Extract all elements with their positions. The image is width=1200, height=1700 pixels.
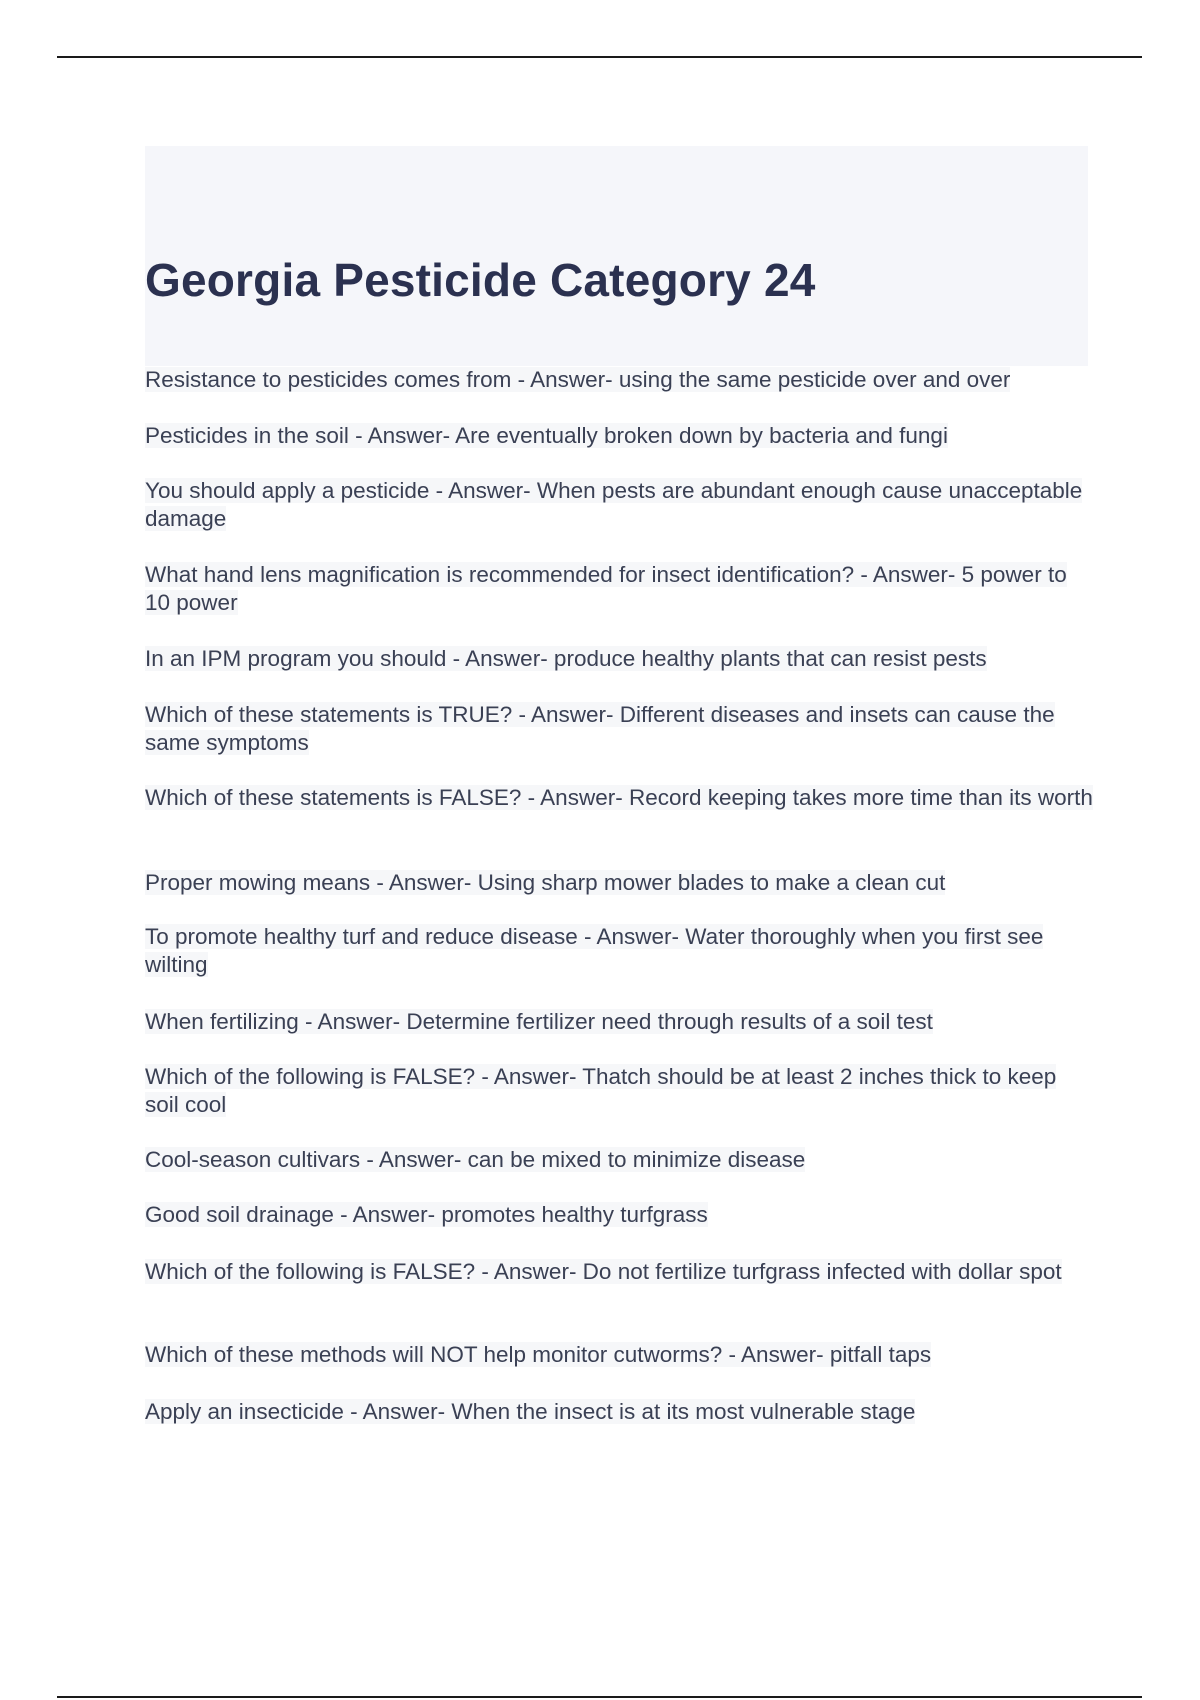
qa-item: [145, 422, 948, 450]
qa-item-text: Proper mowing means - Answer- Using sharp mower blades to make a clean cut: [145, 870, 946, 895]
qa-item: [145, 645, 987, 673]
title-block: [145, 146, 1088, 366]
qa-item-text: Good soil drainage - Answer- promotes healthy turfgrass: [145, 1202, 708, 1227]
qa-item: [145, 784, 1093, 812]
qa-item-text: Apply an insecticide - Answer- When the insect is at its most vulnerable stage: [145, 1399, 916, 1424]
qa-item: [145, 1146, 805, 1174]
qa-item: [145, 366, 1010, 394]
qa-item: [145, 477, 1095, 533]
qa-item-text: Which of these statements is TRUE? - Answer- Different diseases and insets can cause the same symptoms: [145, 702, 1055, 755]
qa-item-text: Resistance to pesticides comes from - Answer- using the same pesticide over and over: [145, 367, 1011, 392]
qa-item-text: Which of these methods will NOT help monitor cutworms? - Answer- pitfall taps: [145, 1342, 932, 1367]
bottom-rule: [57, 1696, 1142, 1698]
qa-item: [145, 1398, 915, 1426]
qa-item: [145, 1201, 708, 1229]
qa-item-text: Which of the following is FALSE? - Answer- Thatch should be at least 2 inches thick to keep soil cool: [145, 1064, 1057, 1117]
qa-item-text: Which of these statements is FALSE? - Answer- Record keeping takes more time than its worth: [145, 785, 1093, 810]
qa-item: [145, 1258, 1062, 1286]
qa-item-text: Cool-season cultivars - Answer- can be mixed to minimize disease: [145, 1147, 806, 1172]
qa-item-text: In an IPM program you should - Answer- produce healthy plants that can resist pests: [145, 646, 987, 671]
qa-item-text: Pesticides in the soil - Answer- Are eventually broken down by bacteria and fungi: [145, 423, 948, 448]
top-rule: [57, 56, 1142, 58]
qa-item: [145, 869, 945, 897]
qa-item-text: To promote healthy turf and reduce disease - Answer- Water thoroughly when you first see wilting: [145, 924, 1044, 977]
document-title: Georgia Pesticide Category 24: [145, 254, 816, 306]
qa-item: [145, 701, 1095, 757]
qa-item-text: When fertilizing - Answer- Determine fertilizer need through results of a soil test: [145, 1009, 933, 1034]
qa-item: [145, 923, 1095, 979]
qa-item: [145, 561, 1095, 617]
qa-item-text: You should apply a pesticide - Answer- When pests are abundant enough cause unacceptable damage: [145, 478, 1083, 531]
qa-item: [145, 1341, 931, 1369]
qa-item-text: What hand lens magnification is recommended for insect identification? - Answer- 5 power to 10 power: [145, 562, 1067, 615]
qa-item: [145, 1008, 933, 1036]
qa-item: [145, 1063, 1095, 1119]
qa-item-text: Which of the following is FALSE? - Answer- Do not fertilize turfgrass infected with dollar spot: [145, 1259, 1062, 1284]
